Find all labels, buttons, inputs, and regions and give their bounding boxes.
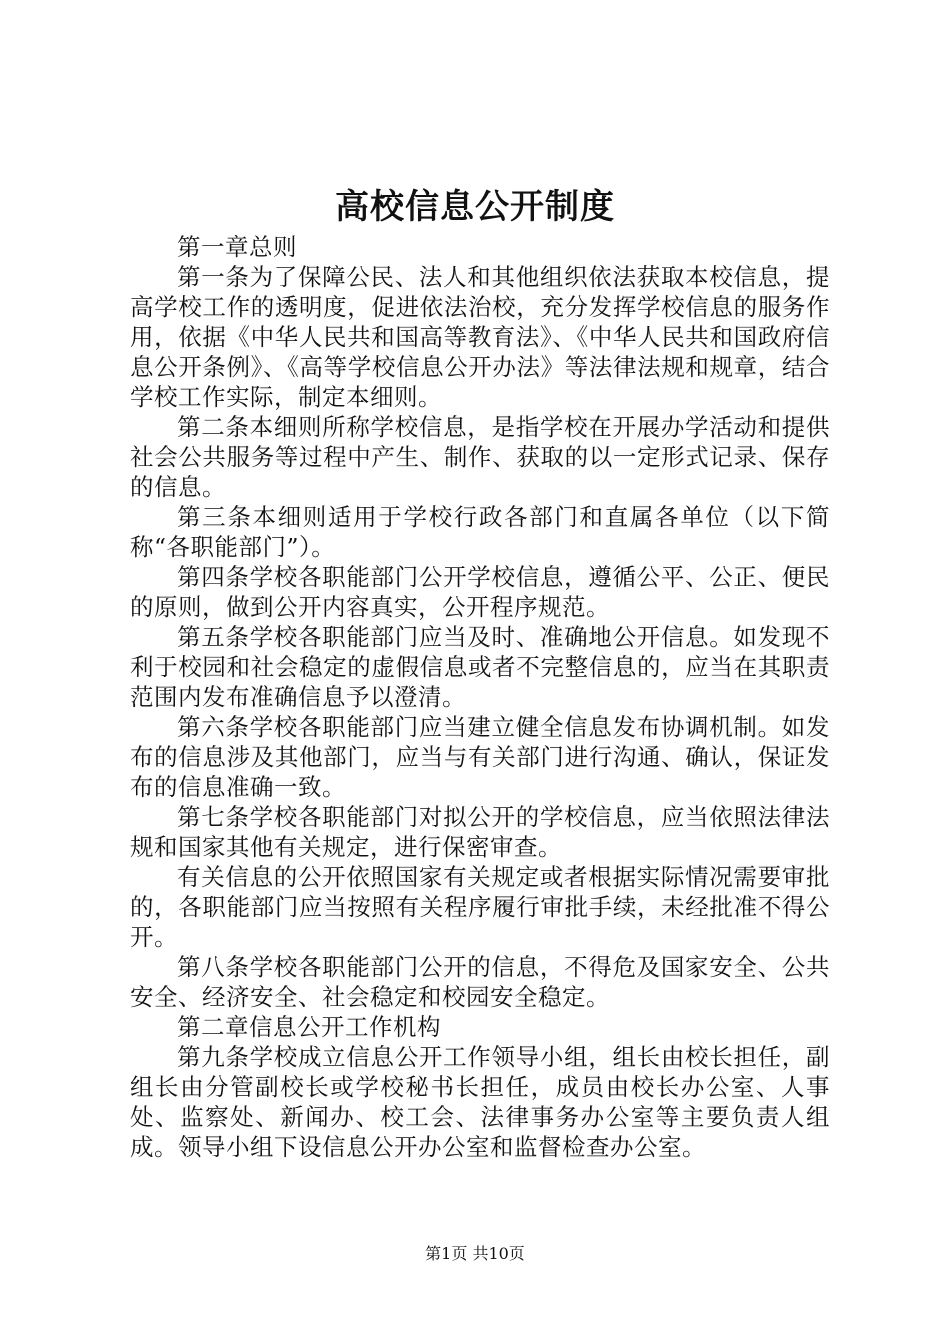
document-title: 高校信息公开制度 [335, 187, 615, 227]
paragraph: 第八条学校各职能部门公开的信息，不得危及国家安全、公共安全、经济安全、社会稳定和校园安全稳定。 [130, 953, 830, 1011]
paragraph: 第二条本细则所称学校信息，是指学校在开展办学活动和提供社会公共服务等过程中产生、制作、获取的以一定形式记录、保存的信息。 [130, 413, 830, 501]
paragraph: 第五条学校各职能部门应当及时、准确地公开信息。如发现不利于校园和社会稳定的虚假信息或者不完整信息的，应当在其职责范围内发布准确信息予以澄清。 [130, 623, 830, 711]
chapter-heading: 第二章信息公开工作机构 [177, 1013, 441, 1041]
paragraph: 第六条学校各职能部门应当建立健全信息发布协调机制。如发布的信息涉及其他部门，应当与有关部门进行沟通、确认，保证发布的信息准确一致。 [130, 713, 830, 801]
paragraph: 第九条学校成立信息公开工作领导小组，组长由校长担任，副组长由分管副校长或学校秘书长担任，成员由校长办公室、人事处、监察处、新闻办、校工会、法律事务办公室等主要负责人组成。领导小组下设信息公开办公室和监督检查办公室。 [130, 1043, 830, 1161]
page-number-footer: 第1页 共10页 [425, 1244, 525, 1263]
paragraph: 第一条为了保障公民、法人和其他组织依法获取本校信息，提高学校工作的透明度，促进依法治校，充分发挥学校信息的服务作用，依据《中华人民共和国高等教育法》、《中华人民共和国政府信息公开条例》、《高等学校信息公开办法》等法律法规和规章，结合学校工作实际，制定本细则。 [130, 263, 830, 411]
paragraph: 有关信息的公开依照国家有关规定或者根据实际情况需要审批的，各职能部门应当按照有关程序履行审批手续，未经批准不得公开。 [130, 863, 830, 951]
paragraph: 第七条学校各职能部门对拟公开的学校信息，应当依照法律法规和国家其他有关规定，进行保密审查。 [130, 803, 830, 861]
document-body [130, 232, 830, 1162]
paragraph: 第三条本细则适用于学校行政各部门和直属各单位（以下简称“各职能部门”）。 [130, 503, 830, 561]
chapter-heading: 第一章总则 [177, 233, 297, 261]
paragraph: 第四条学校各职能部门公开学校信息，遵循公平、公正、便民的原则，做到公开内容真实，公开程序规范。 [130, 563, 830, 621]
